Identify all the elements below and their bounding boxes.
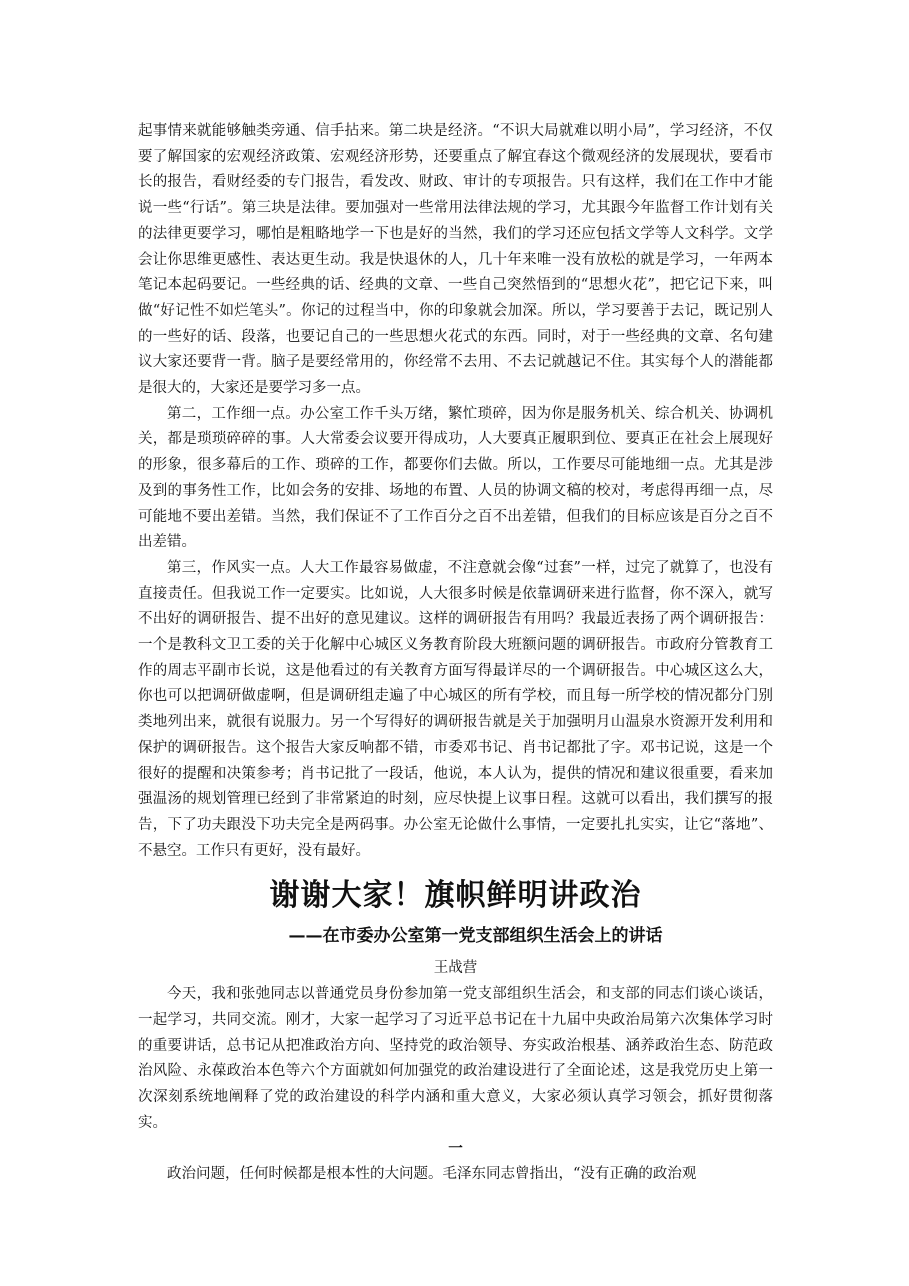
article-title: 谢谢大家！旗帜鲜明讲政治 xyxy=(269,878,642,914)
document-page xyxy=(138,119,773,1188)
paragraph-politics: 政治问题，任何时候都是根本性的大问题。毛泽东同志曾指出，“没有正确的政治观 xyxy=(167,1166,697,1183)
paragraph-work-detail: 第二，工作细一点。办公室工作千头万绪，繁忙琐碎，因为你是服务机关、综合机关、协调机关，都是琐琐碎碎的事。人大常委会议要开得成功，人大要真正履职到位、要真正在社会上展现好的形象，很多幕后的工作、琐碎的工作，都要你们去做。所以，工作要尽可能地细一点。尤其是涉及到的事务性工作，比如会务的安排、场地的布置、人员的协调文稿的校对，考虑得再细一点，尽可能地不要出差错。当然，我们保证不了工作百分之百不出差错，但我们的目标应该是百分之百不出差错。 xyxy=(138,405,773,551)
section-number: 一 xyxy=(448,1141,463,1158)
article-subtitle: ——在市委办公室第一党支部组织生活会上的讲话 xyxy=(288,926,663,947)
article-author: 王战营 xyxy=(433,960,478,977)
paragraph-work-style: 第三，作风实一点。人大工作最容易做虚，不注意就会像“过套”一样，过完了就算了，也没有直接责任。但我说工作一定要实。比如说，人大很多时候是依靠调研来进行监督，你不深入，就写不出好的调研报告、提不出好的意见建议。这样的调研报告有用吗？我最近表扬了两个调研报告：一个是教科文卫工委的关于化解中心城区义务教育阶段大班额问题的调研报告。市政府分管教育工作的周志平副市长说，这是他看过的有关教育方面写得最详尽的一个调研报告。中心城区这么大，你也可以把调研做虚啊，但是调研组走遍了中心城区的所有学校，而且每一所学校的情况都分门别类地列出来，就很有说服力。另一个写得好的调研报告就是关于加强明月山温泉水资源开发利用和保护的调研报告。这个报告大家反响都不错，市委邓书记、肖书记都批了字。邓书记说，这是一个很好的提醒和决策参考；肖书记批了一段话，他说，本人认为，提供的情况和建议很重要，看来加强温汤的规划管理已经到了非常紧迫的时刻，应尽快提上议事日程。这就可以看出，我们撰写的报告，下了功夫跟没下功夫完全是两码事。办公室无论做什么事情，一定要扎扎实实，让它“落地”、不悬空。工作只有更好，没有最好。 xyxy=(138,559,773,859)
paragraph-intro: 今天，我和张弛同志以普通党员身份参加第一党支部组织生活会，和支部的同志们谈心谈话，一起学习，共同交流。刚才，大家一起学习了习近平总书记在十九届中央政治局第六次集体学习时的重要讲话，总书记从把准政治方向、坚持党的政治领导、夯实政治根基、涵养政治生态、防范政治风险、永葆政治本色等六个方面就如何加强党的政治建设进行了全面论述，这是我党历史上第一次深刻系统地阐释了党的政治建设的科学内涵和重大意义，大家必须认真学习领会，抓好贯彻落实。 xyxy=(138,986,773,1131)
paragraph-study: 起事情来就能够触类旁通、信手拈来。第二块是经济。“不识大局就难以明小局”，学习经济，不仅要了解国家的宏观经济政策、宏观经济形势，还要重点了解宜春这个微观经济的发展现状，要看市长的报告，看财经委的专门报告，看发改、财政、审计的专项报告。只有这样，我们在工作中才能说一些“行话”。第三块是法律。要加强对一些常用法律法规的学习，尤其跟今年监督工作计划有关的法律更要学习，哪怕是粗略地学一下也是好的当然，我们的学习还应包括文学等人文科学。文学会让你思维更感性、表达更生动。我是快退休的人，几十年来唯一没有放松的就是学习，一年两本笔记本起码要记。一些经典的话、经典的文章、一些自己突然悟到的“思想火花”，把它记下来，叫做“好记性不如烂笔头”。你记的过程当中，你的印象就会加深。所以，学习要善于去记，既记别人的一些好的话、段落，也要记自己的一些思想火花式的东西。同时，对于一些经典的文章、名句建议大家还要背一背。脑子是要经常用的，你经常不去用、不去记就越记不住。其实每个人的潜能都是很大的，大家还是要学习多一点。 xyxy=(138,123,773,397)
